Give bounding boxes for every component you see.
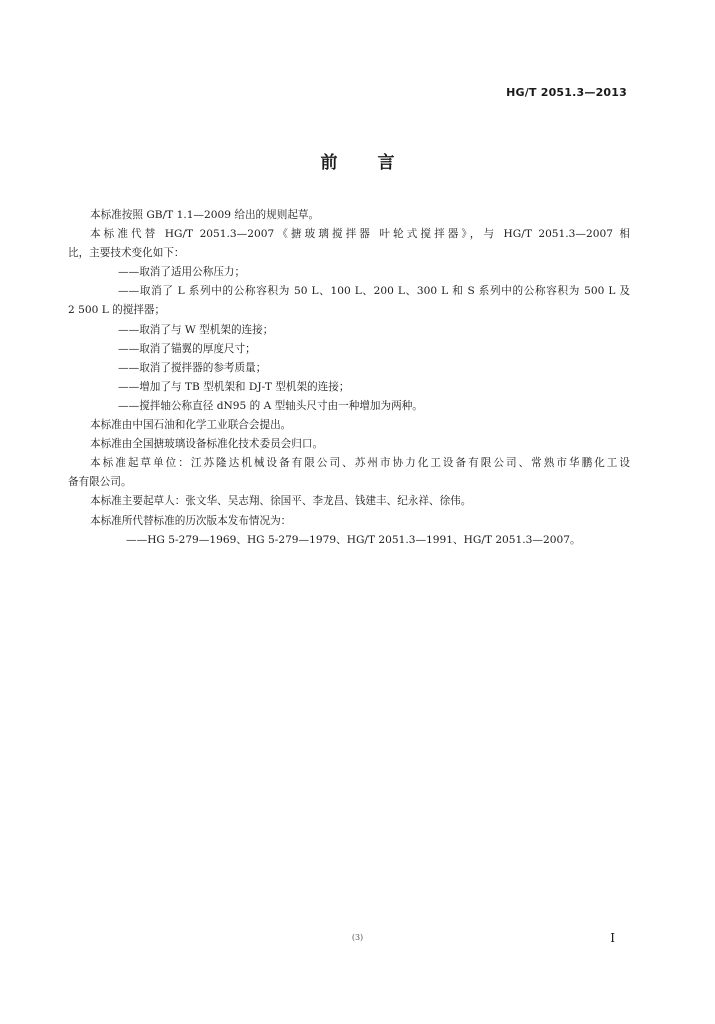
document-code: HG/T 2051.3—2013 [506, 86, 627, 99]
paragraph-line: 本标准按照 GB/T 1.1—2009 给出的规则起草。 [90, 209, 320, 221]
list-item: ——取消了 L 系列中的公称容积为 50 L、100 L、200 L、300 L 和 S 系列中的公称容积为 500 L 及 [118, 285, 630, 298]
paragraph-line: 本标准代替 HG/T 2051.3—2007《搪玻璃搅拌器 叶轮式搅拌器》，与 HG/T 2051.3—2007 相 [90, 228, 630, 241]
page-title: 前言 [320, 153, 435, 173]
list-item: ——取消了与 W 型机架的连接； [118, 323, 274, 336]
list-item: ——HG 5-279—1969、HG 5-279—1979、HG/T 2051.3—1991、HG/T 2051.3—2007。 [126, 533, 581, 546]
list-item: ——搅拌轴公称直径 dN95 的 A 型轴头尺寸由一种增加为两种。 [118, 399, 423, 412]
paragraph-line: 本标准由全国搪玻璃设备标准化技术委员会归口。 [90, 438, 324, 451]
list-item-continuation: 2 500 L 的搅拌器； [68, 304, 166, 317]
paragraph-line: 比，主要技术变化如下： [68, 247, 185, 260]
paragraph-line: 本标准起草单位：江苏隆达机械设备有限公司、苏州市协力化工设备有限公司、常熟市华鹏化工设 [90, 457, 630, 470]
list-item: ——取消了搅拌器的参考质量； [118, 361, 267, 374]
paragraph-line: 本标准所代替标准的历次版本发布情况为： [90, 514, 292, 527]
list-item: ——增加了与 TB 型机架和 DJ-T 型机架的连接； [118, 380, 350, 393]
footer-mark: (3) [351, 933, 364, 942]
page-number: I [610, 931, 615, 945]
list-item: ——取消了锚翼的厚度尺寸； [118, 342, 256, 355]
paragraph-line: 本标准由中国石油和化学工业联合会提出。 [90, 419, 292, 432]
paragraph-line: 本标准主要起草人：张文华、吴志翔、徐国平、李龙昌、钱建丰、纪永祥、徐伟。 [90, 495, 472, 508]
list-item: ——取消了适用公称压力； [118, 266, 246, 279]
foreword-body [68, 206, 630, 550]
paragraph-line: 备有限公司。 [68, 476, 132, 489]
